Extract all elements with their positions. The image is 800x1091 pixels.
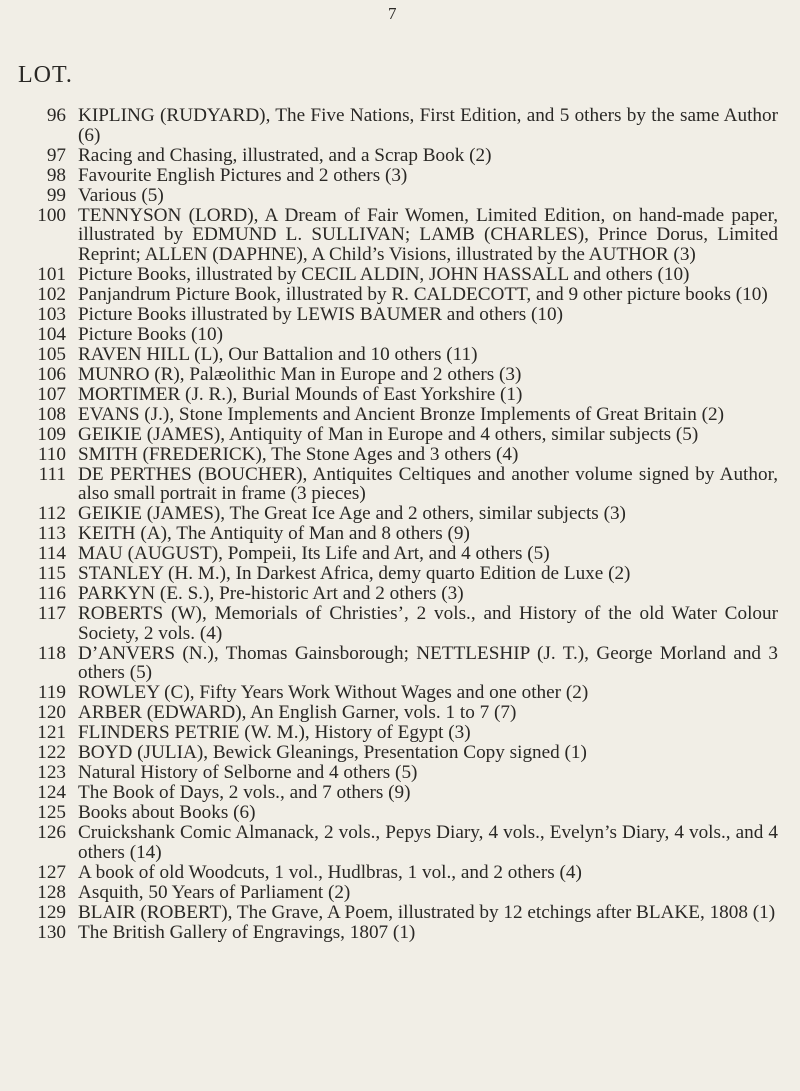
lot-entry	[18, 803, 778, 823]
lot-number: 106	[37, 363, 66, 385]
lot-description: TENNYSON (LORD), A Dream of Fair Women, Limited Edition, on hand-made paper, illustrated by EDMUND L. SULLIVAN; LAMB (CHARLES), Prince Dorus, Limited Reprint; ALLEN (DAPHNE), A Child’s Visions, illustrated by the AUTHOR (3)	[78, 204, 778, 265]
lot-description: ROBERTS (W), Memorials of Christies’, 2 vols., and History of the old Water Colour Society, 2 vols. (4)	[78, 603, 778, 644]
lot-description: FLINDERS PETRIE (W. M.), History of Egypt (3)	[78, 722, 471, 743]
lot-description: Books about Books (6)	[78, 802, 256, 823]
lot-number: 122	[37, 742, 66, 763]
lot-entry	[18, 743, 778, 763]
lot-entry	[18, 285, 778, 305]
lot-number: 117	[37, 603, 66, 624]
lot-entry	[18, 305, 778, 325]
lot-description: MAU (AUGUST), Pompeii, Its Life and Art, and 4 others (5)	[78, 543, 550, 564]
lot-description: PARKYN (E. S.), Pre-historic Art and 2 others (3)	[78, 583, 464, 604]
lot-description: ROWLEY (C), Fifty Years Work Without Wages and one other (2)	[78, 682, 589, 703]
lot-entry	[18, 783, 778, 803]
lot-number: 129	[37, 901, 66, 923]
lot-entry	[18, 564, 778, 584]
lot-entry	[18, 683, 778, 703]
lot-description: Favourite English Pictures and 2 others (3)	[78, 164, 408, 186]
lot-number: 121	[37, 722, 66, 743]
lot-description: Picture Books, illustrated by CECIL ALDIN, JOHN HASSALL and others (10)	[78, 263, 690, 285]
lot-number: 127	[37, 861, 66, 883]
lot-description: MORTIMER (J. R.), Burial Mounds of East Yorkshire (1)	[78, 383, 523, 405]
lot-entry	[18, 325, 778, 345]
lot-number: 112	[37, 503, 66, 524]
lot-entry	[18, 863, 778, 883]
lot-description: SMITH (FREDERICK), The Stone Ages and 3 others (4)	[78, 443, 519, 465]
lot-entry	[18, 544, 778, 564]
lot-description: Panjandrum Picture Book, illustrated by R. CALDECOTT, and 9 other picture books (10)	[78, 283, 768, 305]
lot-description: A book of old Woodcuts, 1 vol., Hudlbras, 1 vol., and 2 others (4)	[78, 861, 582, 883]
lot-description: The Book of Days, 2 vols., and 7 others (9)	[78, 782, 411, 803]
lot-number: 113	[37, 523, 66, 544]
lot-description: Picture Books illustrated by LEWIS BAUMER and others (10)	[78, 303, 563, 325]
lot-description: Various (5)	[78, 184, 164, 206]
lot-number: 105	[37, 343, 66, 365]
lot-number: 123	[37, 762, 66, 783]
lot-entry	[18, 445, 778, 465]
lot-entry	[18, 644, 778, 683]
lot-entry	[18, 504, 778, 524]
lot-entry	[18, 385, 778, 405]
lot-description: Cruickshank Comic Almanack, 2 vols., Pepys Diary, 4 vols., Evelyn’s Diary, 4 vols., and 4 others (14)	[78, 822, 778, 863]
lot-entry	[18, 146, 778, 166]
lot-entry	[18, 186, 778, 206]
lot-number: 110	[37, 443, 66, 465]
lot-entry	[18, 723, 778, 743]
lot-description: DE PERTHES (BOUCHER), Antiquites Celtiques and another volume signed by Author, also small portrait in frame (3 pieces)	[78, 463, 778, 504]
lot-number: 97	[46, 144, 66, 166]
lot-number: 126	[37, 822, 66, 843]
lot-description: Natural History of Selborne and 4 others (5)	[78, 762, 418, 783]
lot-description: EVANS (J.), Stone Implements and Ancient Bronze Implements of Great Britain (2)	[78, 403, 725, 425]
lot-description: BLAIR (ROBERT), The Grave, A Poem, illustrated by 12 etchings after BLAKE, 1808 (1)	[78, 901, 776, 923]
lot-description: MUNRO (R), Palæolithic Man in Europe and 2 others (3)	[78, 363, 522, 385]
lot-entry	[18, 823, 778, 862]
lot-number: 99	[46, 184, 66, 206]
lot-number: 114	[37, 543, 66, 564]
lot-number: 107	[37, 383, 66, 405]
lot-entry	[18, 465, 778, 504]
lot-entry	[18, 923, 778, 943]
lot-number: 101	[37, 263, 66, 285]
lot-description: GEIKIE (JAMES), The Great Ice Age and 2 others, similar subjects (3)	[78, 503, 626, 524]
lot-description: The British Gallery of Engravings, 1807 (1)	[78, 921, 416, 943]
lot-description: KIPLING (RUDYARD), The Five Nations, First Edition, and 5 others by the same Author (6)	[78, 105, 778, 146]
lot-column-heading: LOT.	[18, 62, 73, 88]
lot-description: GEIKIE (JAMES), Antiquity of Man in Europe and 4 others, similar subjects (5)	[78, 423, 699, 445]
lot-description: STANLEY (H. M.), In Darkest Africa, demy quarto Edition de Luxe (2)	[78, 563, 631, 584]
lot-number: 119	[37, 682, 66, 703]
lot-description: Picture Books (10)	[78, 323, 223, 345]
lot-entry	[18, 365, 778, 385]
lot-entry	[18, 166, 778, 186]
lot-description: D’ANVERS (N.), Thomas Gainsborough; NETTLESHIP (J. T.), George Morland and 3 others (5)	[78, 642, 778, 683]
lot-number: 120	[37, 702, 66, 723]
lot-entry	[18, 524, 778, 544]
lot-entry	[18, 703, 778, 723]
lot-number: 102	[37, 283, 66, 305]
lot-entry	[18, 425, 778, 445]
lot-description: Asquith, 50 Years of Parliament (2)	[78, 881, 351, 903]
lot-entry	[18, 903, 778, 923]
lot-number: 96	[46, 105, 66, 126]
lot-number: 130	[37, 921, 66, 943]
lot-number: 98	[46, 164, 66, 186]
lot-number: 116	[37, 583, 66, 604]
lot-number: 104	[37, 323, 66, 345]
lot-number: 128	[37, 881, 66, 903]
lot-entry	[18, 106, 778, 145]
lot-entry	[18, 206, 778, 265]
lot-number: 103	[37, 303, 66, 325]
lot-number: 109	[37, 423, 66, 445]
lot-number: 108	[37, 403, 66, 425]
lot-description: RAVEN HILL (L), Our Battalion and 10 others (11)	[78, 343, 478, 365]
lot-number: 111	[38, 463, 66, 485]
lot-entry	[18, 584, 778, 604]
lot-entry	[18, 265, 778, 285]
lot-description: Racing and Chasing, illustrated, and a Scrap Book (2)	[78, 144, 492, 166]
lot-number: 125	[37, 802, 66, 823]
lot-entry	[18, 883, 778, 903]
lot-list	[18, 106, 778, 943]
lot-number: 100	[37, 204, 66, 226]
page-number: 7	[388, 4, 397, 23]
lot-entry	[18, 763, 778, 783]
lot-number: 118	[37, 642, 66, 664]
lot-description: BOYD (JULIA), Bewick Gleanings, Presentation Copy signed (1)	[78, 742, 587, 763]
lot-description: KEITH (A), The Antiquity of Man and 8 others (9)	[78, 523, 470, 544]
lot-entry	[18, 604, 778, 643]
lot-entry	[18, 345, 778, 365]
lot-number: 124	[37, 782, 66, 803]
lot-number: 115	[37, 563, 66, 584]
lot-description: ARBER (EDWARD), An English Garner, vols. 1 to 7 (7)	[78, 702, 517, 723]
lot-entry	[18, 405, 778, 425]
